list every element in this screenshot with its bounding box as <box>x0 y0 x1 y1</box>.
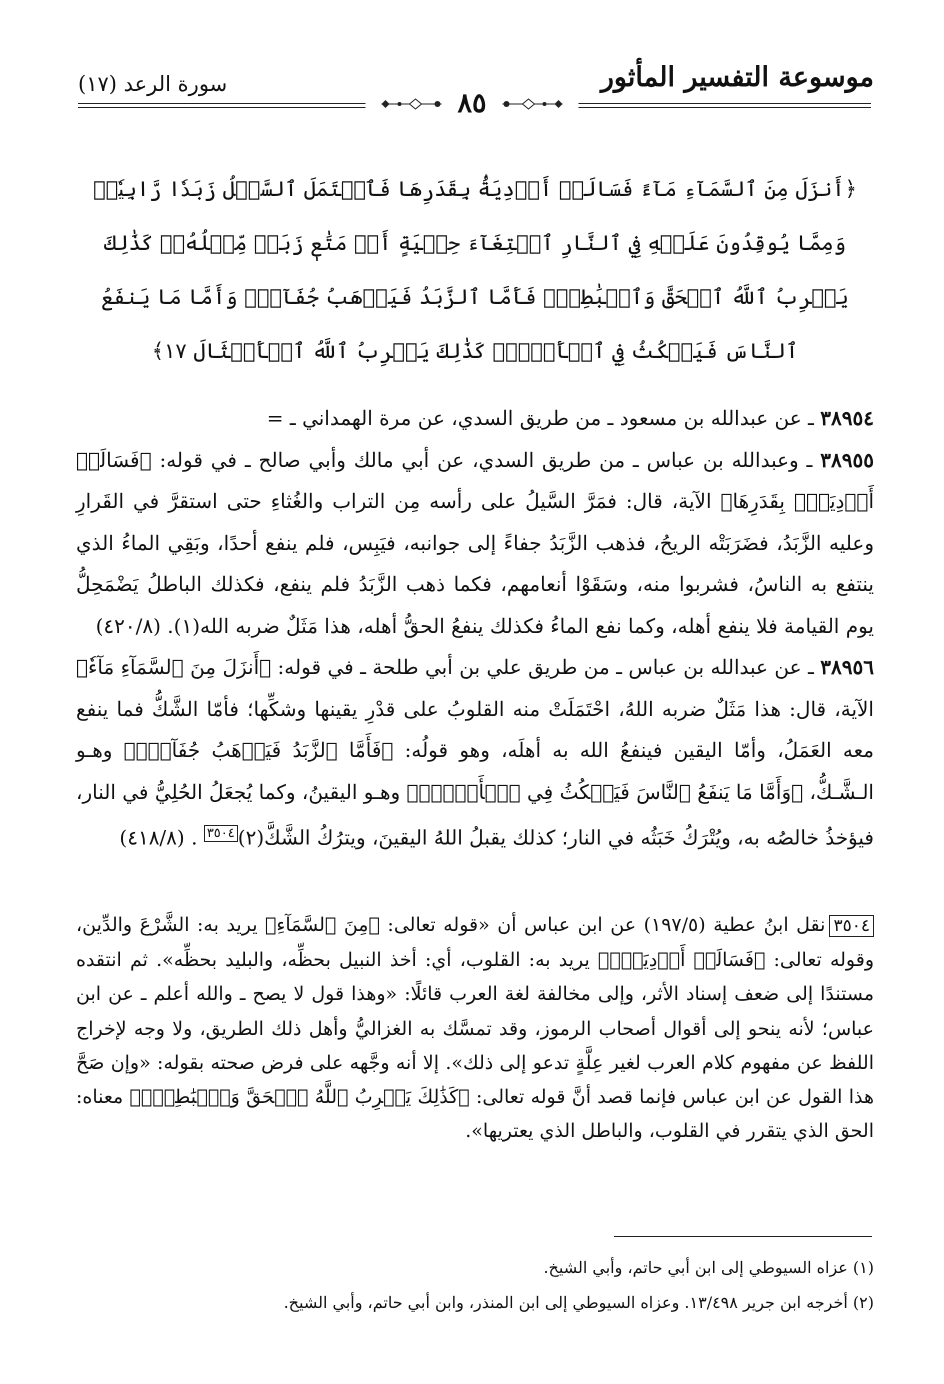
entry-text: ـ عن عبدالله بن مسعود ـ من طريق السدي، عن مرة الهمداني ـ = <box>266 406 821 430</box>
main-text <box>76 162 874 859</box>
entry-number: ٣٨٩٥٥ <box>820 447 874 472</box>
page-number-group <box>365 88 578 119</box>
commentary-text: نقل ابنُ عطية (١٩٧/٥) عن ابن عباس أن «قوله تعالى: ﴿مِنَ ٱلسَّمَآءِ﴾ يريد به: الشَّرْعَ والدِّين، وقوله تعالى: ﴿فَسَالَتۡ أَوۡدِيَةُۢ﴾ يريد به: القلوب، أي: أخذ النبيل بحظِّه، والبليد بحظِّه». ثم انتقده مستندًا إلى ضعف إسناد الأثر، وإلى مخالفة لغة العرب قائلًا: «وهذا قول لا يصح ـ والله أعلم ـ عن ابن عباس؛ لأنه ينحو إلى أقوال أصحاب الرموز، وقد تمسَّك به الغزاليُّ وأهل ذلك الطريق، ولا وجه لإخراج اللفظ عن مفهوم كلام العرب لغير عِلَّةٍ تدعو إلى ذلك». إلا أنه وجَّهه على فرض صحته بقوله: «وإن صَحَّ هذا القول عن ابن عباس فإنما قصد أنَّ قوله تعالى: ﴿كَذَٰلِكَ يَضۡرِبُ ٱللَّهُ ٱلۡحَقَّ وَٱلۡبَٰطِلَۚ﴾ معناه: الحق الذي يتقرر في القلوب، والباطل الذي يعتريها». <box>76 914 874 1143</box>
ornament-left-icon <box>377 97 445 111</box>
volume-page-reference: (٤٢٠/٨) <box>95 613 161 638</box>
narration-entry <box>76 440 874 648</box>
page-number: ٨٥ <box>457 88 487 119</box>
entry-number: ٣٨٩٥٤ <box>820 406 874 430</box>
narration-entry <box>76 398 874 440</box>
entry-text: ـ عن عبدالله بن عباس ـ من طريق علي بن أبي طلحة ـ في قوله: ﴿أَنزَلَ مِنَ ٱلسَّمَآءِ مَآءٗ﴾ الآية، قال: هذا مَثَلٌ ضربه اللهُ، احْتَمَلَتْ منه القلوبُ على قدْرِ يقينها وشكِّها؛ فأمّا الشَّكُّ فما ينفع معه العَمَلُ، وأمّا اليقين فينفعُ الله به أهلَه، وهو قولُه: ﴿فَأَمَّا ٱلزَّبَدُ فَيَذۡهَبُ جُفَآءٗۖ﴾ وهـو الـشَّـكُّ، ﴿وَأَمَّا مَا يَنفَعُ ٱلنَّاسَ فَيَمۡكُثُ فِي ٱلۡأَرۡضِۚ﴾ وهـو اليقينُ، وكما يُجعَلُ الحُلِيُّ في النار، فيؤخذُ خالصُه به، ويُتْرَكُ خَبَثُه في النار؛ كذلك يقبلُ اللهُ اليقينَ، ويترُكُ الشَّكَّ(٢) <box>76 655 874 850</box>
quran-verse: ﴿أَنزَلَ مِنَ ٱلسَّمَآءِ مَآءً فَسَالَتۡ أَوۡدِيَةُۢ بِقَدَرِهَا فَٱحۡتَمَلَ ٱلسَّيۡلُ زَبَدٗا رَّابِيٗاۖ وَمِمَّا يُوقِدُونَ عَلَيۡهِ فِي ٱلنَّارِ ٱبۡتِغَآءَ حِلۡيَةٍ أَوۡ مَتَٰعٖ زَبَدٞ مِّثۡلُهُۥۚ كَذَٰلِكَ يَضۡرِبُ ٱللَّهُ ٱلۡحَقَّ وَٱلۡبَٰطِلَۚ فَأَمَّا ٱلزَّبَدُ فَيَذۡهَبُ جُفَآءٗۖ وَأَمَّا مَا يَنفَعُ ٱلنَّاسَ فَيَمۡكُثُ فِي ٱلۡأَرۡضِۚ كَذَٰلِكَ يَضۡرِبُ ٱللَّهُ ٱلۡأَمۡثَالَ ١٧﴾ <box>93 177 857 363</box>
entry-text: ـ وعبدالله بن عباس ـ من طريق السدي، عن أبي مالك وأبي صالح ـ في قوله: ﴿فَسَالَتۡ أَوۡدِيَةُۢ بِقَدَرِهَا﴾ الآية، قال: فمَرَّ السَّيلُ على رأسه مِن التراب والغُثاءِ حتى استقرَّ في القَرارِ وعليه الزَّبَدُ، فضَرَبَتْه الريحُ، فذهب الزَّبَدُ جفاءً إلى جوانبه، فيَبِس، فلم ينفع أحدًا، وبَقِي الماءُ الذي ينتفع به الناسُ، فشربوا منه، وسَقَوْا أنعامهم، فكما ذهب الزَّبَدُ فلم ينفع، فكذلك الباطلُ يَضْمَحِلُّ يوم القيامة فلا ينفع أهله، وكما نفع الماءُ فكذلك ينفعُ الحقُّ أهله، هذا مَثَلٌ ضربه الله(١). <box>76 447 874 638</box>
entry-number: ٣٨٩٥٦ <box>820 655 874 679</box>
book-title: موسوعة التفسير المأثور <box>600 62 874 93</box>
footnote-2: (٢) أخرجه ابن جرير ١٣/٤٩٨. وعزاه السيوطي إلى ابن المنذر، وابن أبي حاتم، وأبي الشيخ. <box>283 1293 874 1312</box>
commentary-block <box>76 908 874 1148</box>
surah-title: سورة الرعد (١٧) <box>78 72 228 96</box>
footnotes <box>76 1250 874 1320</box>
volume-page-reference: . (٤١٨/٨) <box>119 825 198 850</box>
ornament-right-icon <box>499 97 567 111</box>
footnote-rule <box>614 1236 872 1237</box>
commentary-number-box: ٣٥٠٤ <box>829 915 874 937</box>
footnote-1: (١) عزاه السيوطي إلى ابن أبي حاتم، وأبي الشيخ. <box>543 1258 874 1277</box>
commentary-reference-box: ٣٥٠٤ <box>204 825 238 842</box>
narration-entry <box>76 647 874 859</box>
